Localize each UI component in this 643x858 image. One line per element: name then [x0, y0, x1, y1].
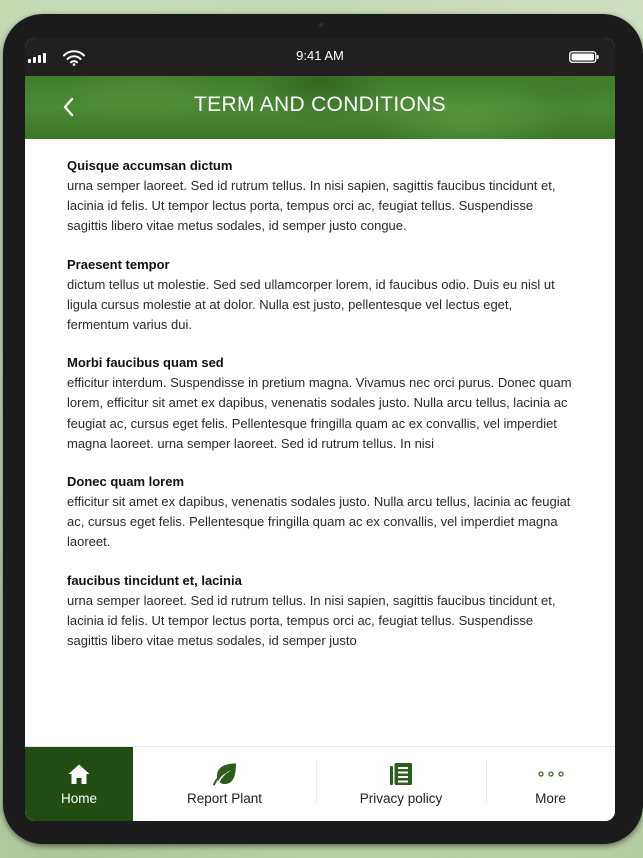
- section-body: efficitur sit amet ex dapibus, venenatis sodales justo. Nulla arcu tellus, lacinia ac feugiat ac, cursus eget felis. Pellentesque fringilla quam ac ex convallis, vel imperdiet magna laoreet.: [67, 494, 571, 550]
- section-title: Praesent tempor: [67, 256, 170, 272]
- page-title: TERM AND CONDITIONS: [194, 93, 446, 116]
- tab-label: Home: [60, 791, 97, 806]
- tab-divider: [316, 760, 317, 805]
- bottom-tab-bar: [25, 746, 615, 821]
- terms-section: [67, 472, 573, 553]
- tab-divider: [486, 760, 487, 805]
- section-body: dictum tellus ut molestie. Sed sed ullamcorper lorem, id faucibus odio. Duis eu nisl ut ligula cursus molestie at at dolor. Nulla est justo, pellentesque vel lectus eget, fermentum varius dui.: [67, 276, 555, 333]
- tab-label: Report Plant: [186, 791, 263, 806]
- terms-section: [67, 255, 573, 336]
- section-title: faucibus tincidunt et, lacinia: [67, 572, 242, 588]
- terms-content[interactable]: [25, 139, 615, 759]
- tab-more[interactable]: [486, 747, 615, 821]
- terms-section: [67, 353, 573, 454]
- tab-privacy-policy[interactable]: [316, 747, 486, 821]
- more-dots-icon: [537, 770, 565, 778]
- app-screen: [25, 38, 615, 821]
- home-icon: [67, 763, 91, 785]
- tab-home[interactable]: [25, 747, 133, 821]
- status-time: 9:41 AM: [296, 48, 344, 63]
- section-body: efficitur interdum. Suspendisse in pretium magna. Vivamus nec orci purus. Donec quam lorem, efficitur sit amet ex dapibus, venenatis sodales justo. Nulla arcu tellus, lacinia ac feugiat ac, cursus eget felis. Pellentesque fringilla quam ac ex convallis, vel imperdiet magna laoreet. urna semper laoreet. Sed id rutrum tellus. In nisi: [67, 375, 572, 451]
- leaf-icon: [212, 762, 238, 786]
- section-body: urna semper laoreet. Sed id rutrum tellus. In nisi sapien, sagittis faucibus tincidunt et, lacinia id felis. Ut tempor lectus porta, tempus orci ac, feugiat tellus. Suspendisse sagittis libero vitae metus sodales, id semper justo: [67, 592, 556, 649]
- tab-report-plant[interactable]: [133, 747, 316, 821]
- status-bar: [25, 38, 615, 76]
- camera-dot: [319, 23, 323, 27]
- section-title: Donec quam lorem: [67, 474, 185, 490]
- section-body: urna semper laoreet. Sed id rutrum tellus. In nisi sapien, sagittis faucibus tincidunt et, lacinia id felis. Ut tempor lectus porta, tempus orci ac, feugiat tellus. Suspendisse sagittis libero vitae metus sodales, id semper justo congue.: [67, 178, 556, 234]
- section-title: Quisque accumsan dictum: [67, 158, 233, 173]
- terms-section: [67, 571, 573, 652]
- page-header: [25, 76, 615, 139]
- battery-full-icon: [569, 51, 599, 63]
- section-title: Morbi faucibus quam sed: [67, 355, 224, 371]
- document-list-icon: [389, 762, 413, 786]
- tablet-frame: [3, 14, 643, 844]
- tab-label: Privacy policy: [359, 791, 443, 806]
- tab-label: More: [535, 791, 566, 806]
- terms-section: [67, 156, 573, 237]
